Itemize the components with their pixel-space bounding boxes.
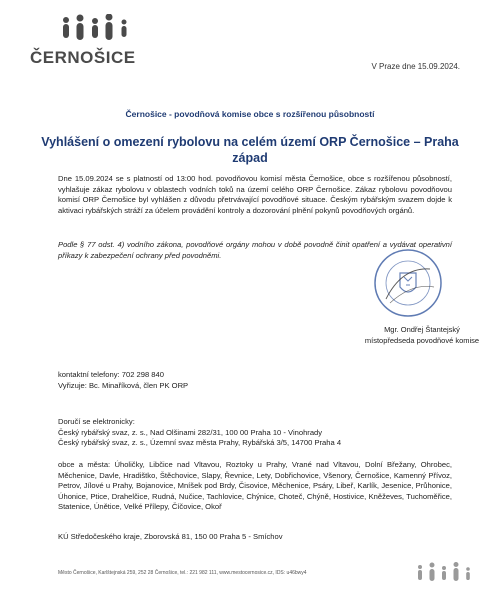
delivery-recipient: Český rybářský svaz, z. s., Územní svaz města Prahy, Rybářská 3/5, 14700 Praha 4 xyxy=(58,438,342,448)
footer-logo-icon xyxy=(414,562,474,584)
regional-office: KÚ Středočeského kraje, Zborovská 81, 150 00 Praha 5 - Smíchov xyxy=(58,532,283,541)
logo-figures-icon xyxy=(58,14,138,46)
city-logo xyxy=(30,14,140,66)
signatory-name: Mgr. Ondřej Štantejský xyxy=(384,325,460,334)
signature-block xyxy=(352,325,492,346)
footer-address: Město Černošice, Karlštejnská 259, 252 28 Černošice, tel.: 221 982 111, www.mestocernosice.cz, IDS: u46bwy4 xyxy=(58,570,307,576)
contact-phone: kontaktní telefony: 702 298 840 xyxy=(58,370,164,379)
delivery-block xyxy=(58,417,458,449)
issuer-heading: Černošice - povodňová komise obce s rozšířenou působností xyxy=(125,109,375,119)
delivery-label: Doručí se elektronicky: xyxy=(58,417,135,426)
logo-text: ČERNOŠICE xyxy=(30,48,136,67)
contact-handler: Vyřizuje: Bc. Minaříková, člen PK ORP xyxy=(58,380,189,390)
contact-block xyxy=(58,370,458,391)
legal-basis-paragraph: Podle § 77 odst. 4) vodního zákona, povodňové orgány mohou v době povodně činit opatření a vydávat operativní příkazy k zabezpečení ochrany před povodněmi. xyxy=(58,240,452,260)
document-title: Vyhlášení o omezení rybolovu na celém území ORP Černošice – Praha západ xyxy=(41,135,459,165)
announcement-paragraph: Dne 15.09.2024 se s platností od 13:00 hod. povodňovou komisí města Černošice, obce s rozšířenou působností, vyhlašuje zákaz rybolovu v oblastech vodních toků na území celého ORP Černošice. Zákaz rybolovu povodňovou komisí ORP Černošice byl vyhlášen z důvodu přetrvávající povodňové situace. Českým rybářským svazem dojde k aktivaci rybářských stráží za účelem provádění kontroly a dozorování plnění pokynů povodňových orgánů. xyxy=(58,174,452,215)
document-date: V Praze dne 15.09.2024. xyxy=(371,62,460,71)
delivery-recipient: Český rybářský svaz, z. s., Nad Olšinami 282/31, 100 00 Praha 10 - Vinohrady xyxy=(58,427,323,437)
signatory-role: místopředseda povodňové komise xyxy=(364,335,480,345)
official-stamp-icon xyxy=(372,247,444,319)
towns-list: obce a města: Úholičky, Libčice nad Vltavou, Roztoky u Prahy, Vrané nad Vltavou, Dolní Břežany, Ohrobec, Měchenice, Davle, Hradištko, Štěchovice, Slapy, Řevnice, Lety, Dobřichovice, Všenory, Černošice, Kamenný Přívoz, Petrov, Jílové u Prahy, Bojanovice, Mníšek pod Brdy, Čisovice, Měchenice, Psáry, Libeř, Karlík, Jesenice, Průhonice, Úhonice, Ptice, Drahelčice, Rudná, Nučice, Tachlovice, Chýnice, Choteč, Chýně, Hostivice, Kněževes, Tuchoměřice, Statenice, Únětice, Velké Přílepy, Číčovice, Okoř xyxy=(58,460,452,512)
